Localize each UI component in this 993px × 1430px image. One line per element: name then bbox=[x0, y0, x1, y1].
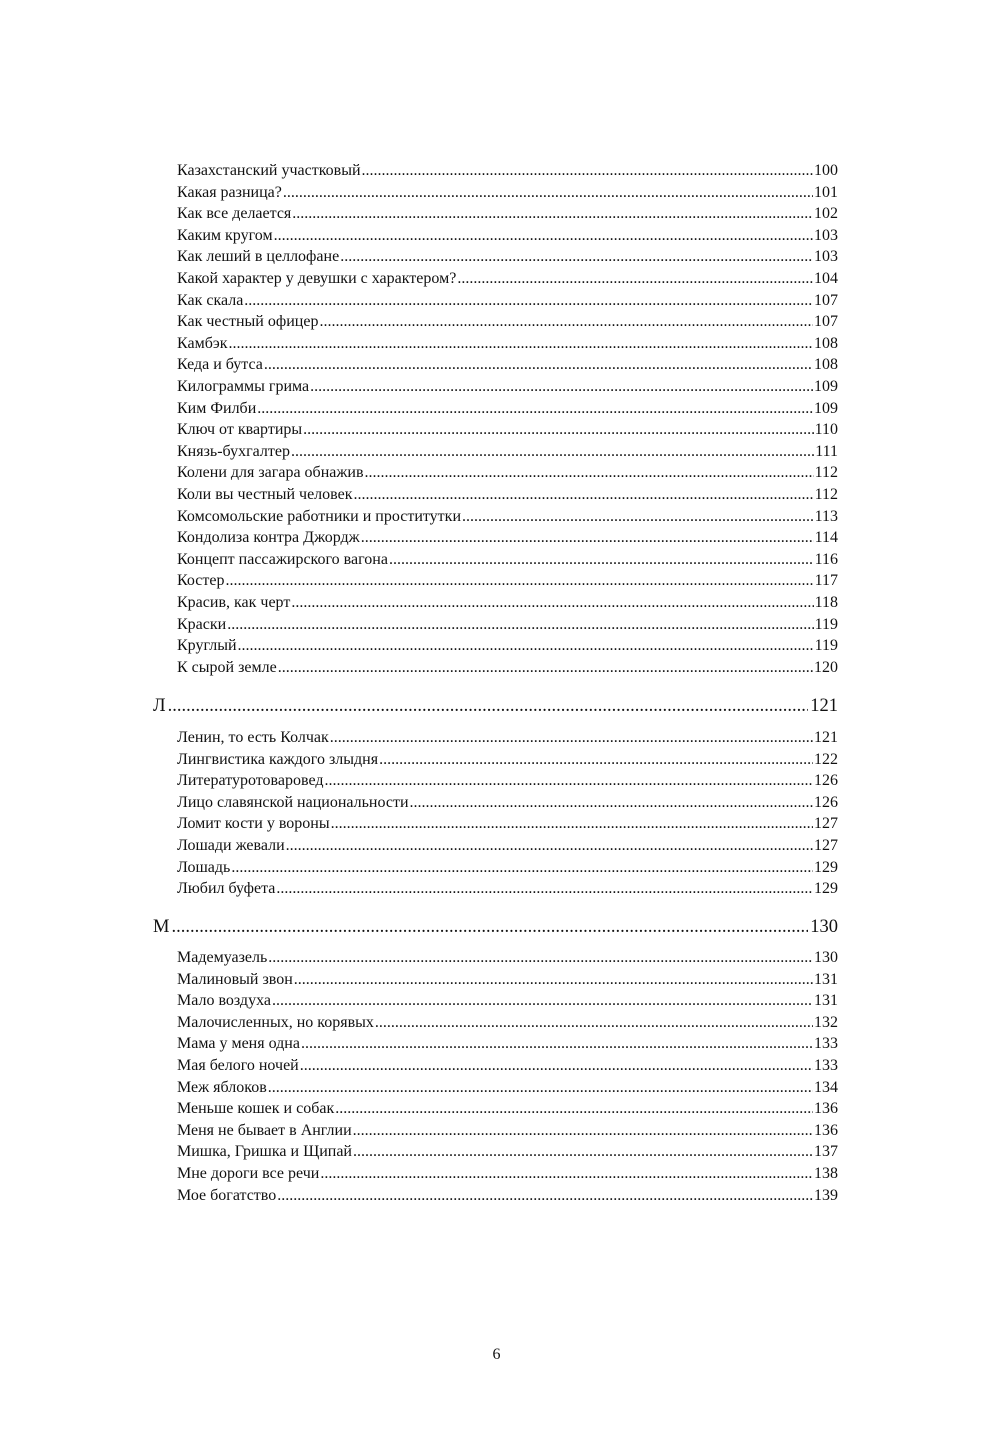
toc-entry-title: Малочисленных, но корявых bbox=[177, 1013, 374, 1031]
toc-entry[interactable] bbox=[177, 354, 838, 376]
dot-leader bbox=[268, 1077, 813, 1099]
dot-leader bbox=[353, 1141, 813, 1163]
toc-entry-title: Князь-бухгалтер bbox=[177, 442, 290, 460]
toc-entry[interactable] bbox=[177, 311, 838, 333]
dot-leader bbox=[457, 268, 813, 290]
toc-entry[interactable] bbox=[177, 878, 838, 900]
toc-entry-title: Какая разница? bbox=[177, 183, 282, 201]
toc-entry-page: 126 bbox=[814, 772, 838, 790]
dot-leader bbox=[335, 1098, 813, 1120]
toc-entry-page: 136 bbox=[814, 1100, 838, 1118]
toc-entry-page: 133 bbox=[814, 1035, 838, 1053]
toc-entry-title: Мне дороги все речи bbox=[177, 1165, 320, 1182]
dot-leader bbox=[291, 441, 814, 463]
toc-entry[interactable] bbox=[177, 1163, 838, 1185]
toc-entry-title: Костер bbox=[177, 572, 225, 590]
toc-entry-title: Литературотоваровед bbox=[177, 772, 324, 790]
toc-entry[interactable] bbox=[177, 160, 838, 182]
toc-entry-page: 137 bbox=[814, 1143, 838, 1161]
toc-entry[interactable] bbox=[177, 462, 838, 484]
dot-leader bbox=[257, 398, 813, 420]
toc-entry-title: Любил буфета bbox=[177, 880, 276, 898]
toc-entry-page: 102 bbox=[814, 205, 838, 223]
toc-entry-title: Комсомольские работники и проститутки bbox=[177, 507, 461, 525]
dot-leader bbox=[272, 990, 813, 1012]
dot-leader bbox=[300, 1055, 813, 1077]
toc-section-heading-m[interactable] bbox=[153, 914, 838, 940]
dot-leader bbox=[225, 570, 813, 592]
toc-entry[interactable] bbox=[177, 182, 838, 204]
dot-leader bbox=[294, 969, 813, 991]
toc-entry[interactable] bbox=[177, 1185, 838, 1207]
toc-entry-page: 103 bbox=[814, 248, 838, 266]
toc-entry-page: 118 bbox=[814, 594, 838, 611]
toc-entry-title: Лицо славянской национальности bbox=[177, 793, 409, 811]
toc-entry-title: Мало воздуха bbox=[177, 992, 271, 1010]
toc-entry[interactable] bbox=[177, 268, 838, 290]
dot-leader bbox=[330, 727, 813, 749]
section-page: 130 bbox=[810, 917, 838, 937]
toc-entry[interactable] bbox=[177, 749, 838, 771]
toc-entry-title: Мая белого ночей bbox=[177, 1057, 299, 1074]
toc-entry-page: 108 bbox=[814, 356, 838, 374]
toc-entry[interactable] bbox=[177, 813, 838, 835]
dot-leader bbox=[274, 225, 813, 247]
toc-section-heading-l[interactable] bbox=[153, 693, 838, 719]
toc-entry[interactable] bbox=[177, 484, 838, 506]
toc-entry[interactable] bbox=[177, 290, 838, 312]
toc-entry[interactable] bbox=[177, 727, 838, 749]
toc-entry[interactable] bbox=[177, 969, 838, 991]
toc-entry-page: 119 bbox=[814, 637, 838, 655]
toc-entry[interactable] bbox=[177, 657, 838, 679]
toc-entry-title: Как леший в целлофане bbox=[177, 248, 340, 266]
toc-entry[interactable] bbox=[177, 1141, 838, 1163]
toc-entry-page: 113 bbox=[814, 507, 838, 525]
toc-entry[interactable] bbox=[177, 398, 838, 420]
toc-entry-title: Колени для загара обнажив bbox=[177, 464, 364, 482]
toc-entry-page: 127 bbox=[814, 837, 838, 854]
dot-leader bbox=[353, 1120, 813, 1142]
dot-leader bbox=[227, 614, 813, 636]
toc-entry-title: Килограммы грима bbox=[177, 378, 310, 395]
dot-leader bbox=[362, 160, 813, 182]
toc-entry-page: 131 bbox=[814, 970, 838, 988]
toc-entry-page: 103 bbox=[814, 226, 838, 244]
dot-leader bbox=[283, 182, 813, 204]
dot-leader bbox=[171, 914, 808, 940]
toc-entry-title: Мишка, Гришка и Щипай bbox=[177, 1143, 352, 1161]
toc-entry-page: 139 bbox=[814, 1186, 838, 1204]
toc-entry-page: 108 bbox=[814, 334, 838, 352]
dot-leader bbox=[292, 203, 813, 225]
toc-entry-page: 107 bbox=[814, 313, 838, 331]
dot-leader bbox=[375, 1012, 813, 1034]
toc-entry-title: Каким кругом bbox=[177, 226, 273, 244]
toc-entry-title: Меньше кошек и собак bbox=[177, 1100, 335, 1118]
toc-entry[interactable] bbox=[177, 792, 838, 814]
section-letter: М bbox=[153, 917, 170, 937]
toc-entry-page: 119 bbox=[814, 615, 838, 633]
toc-entry[interactable] bbox=[177, 333, 838, 355]
toc-entry-page: 114 bbox=[814, 529, 838, 547]
toc-entry[interactable] bbox=[177, 857, 838, 879]
toc-entry[interactable] bbox=[177, 376, 838, 398]
toc-entry-title: Красив, как черт bbox=[177, 594, 291, 611]
toc-entry-page: 107 bbox=[814, 291, 838, 309]
toc-entry-title: Ленин, то есть Колчак bbox=[177, 729, 329, 746]
toc-entry-page: 100 bbox=[814, 162, 838, 179]
dot-leader bbox=[231, 857, 813, 879]
toc-entry-title: Лошадь bbox=[177, 858, 231, 876]
toc-entry-page: 104 bbox=[814, 270, 838, 287]
dot-leader bbox=[320, 1163, 813, 1185]
toc-entry-title: Меня не бывает в Англии bbox=[177, 1121, 352, 1139]
dot-leader bbox=[277, 1185, 813, 1207]
dot-leader bbox=[410, 792, 813, 814]
toc-entry-page: 120 bbox=[814, 658, 838, 676]
dot-leader bbox=[228, 333, 813, 355]
toc-entry-title: Меж яблоков bbox=[177, 1078, 267, 1096]
toc-entry-title: Краски bbox=[177, 615, 227, 633]
toc-entry[interactable] bbox=[177, 419, 838, 441]
toc-entry[interactable] bbox=[177, 1033, 838, 1055]
toc-entry-title: К сырой земле bbox=[177, 658, 277, 676]
toc-entry-title: Мое богатство bbox=[177, 1186, 277, 1204]
toc-entry-page: 130 bbox=[814, 949, 838, 966]
toc-entry[interactable] bbox=[177, 527, 838, 549]
toc-entry-title: Малиновый звон bbox=[177, 970, 293, 988]
toc-entry-page: 112 bbox=[814, 486, 838, 503]
toc-entry-page: 129 bbox=[814, 858, 838, 876]
toc-entry-page: 127 bbox=[814, 815, 838, 833]
dot-leader bbox=[319, 311, 813, 333]
toc-entry[interactable] bbox=[177, 592, 838, 614]
section-page: 121 bbox=[810, 696, 838, 716]
toc-entry[interactable] bbox=[177, 506, 838, 528]
toc-entry-title: Концепт пассажирского вагона bbox=[177, 550, 388, 568]
toc-entry[interactable] bbox=[177, 441, 838, 463]
toc-entry-title: Лошади жевали bbox=[177, 837, 285, 854]
toc-entry-page: 138 bbox=[814, 1165, 838, 1182]
dot-leader bbox=[264, 354, 813, 376]
toc-entry-title: Как честный офицер bbox=[177, 313, 319, 331]
toc-entry-page: 110 bbox=[814, 421, 838, 439]
dot-leader bbox=[462, 506, 814, 528]
toc-entry[interactable] bbox=[177, 947, 838, 969]
toc-entry[interactable] bbox=[177, 635, 838, 657]
toc-entry-page: 134 bbox=[814, 1078, 838, 1096]
toc-entry-page: 101 bbox=[814, 183, 838, 201]
dot-leader bbox=[291, 592, 813, 614]
dot-leader bbox=[361, 527, 814, 549]
toc-entry-page: 131 bbox=[814, 992, 838, 1010]
toc-entry[interactable] bbox=[177, 203, 838, 225]
page-number: 6 bbox=[492, 1346, 501, 1363]
dot-leader bbox=[286, 835, 813, 857]
toc-entry-page: 117 bbox=[814, 572, 838, 590]
dot-leader bbox=[303, 419, 813, 441]
toc-entry-title: Как все делается bbox=[177, 205, 292, 223]
toc-entry-page: 129 bbox=[814, 880, 838, 898]
toc-entry[interactable] bbox=[177, 570, 838, 592]
toc-entry-page: 121 bbox=[814, 729, 838, 746]
dot-leader bbox=[268, 947, 813, 969]
dot-leader bbox=[276, 878, 813, 900]
toc-entry-page: 109 bbox=[814, 399, 838, 417]
toc-entry-title: Ключ от квартиры bbox=[177, 421, 303, 439]
dot-leader bbox=[324, 770, 813, 792]
toc-entry-title: Ким Филби bbox=[177, 399, 257, 417]
dot-leader bbox=[238, 635, 814, 657]
toc-entry-title: Лингвистика каждого злыдня bbox=[177, 750, 379, 768]
toc-entry[interactable] bbox=[177, 1098, 838, 1120]
toc-entry-title: Камбэк bbox=[177, 334, 228, 352]
dot-leader bbox=[340, 246, 813, 268]
dot-leader bbox=[331, 813, 813, 835]
toc-entry-page: 116 bbox=[814, 550, 838, 568]
toc-entry-page: 122 bbox=[814, 750, 838, 768]
toc-entry-title: Круглый bbox=[177, 637, 237, 655]
toc-entry-page: 112 bbox=[814, 464, 838, 482]
toc-entry[interactable] bbox=[177, 225, 838, 247]
toc-entry[interactable] bbox=[177, 1120, 838, 1142]
dot-leader bbox=[389, 549, 814, 571]
toc-entry-title: Как скала bbox=[177, 291, 244, 309]
toc-entry-title: Казахстанский участковый bbox=[177, 162, 361, 179]
section-letter: Л bbox=[153, 696, 166, 716]
dot-leader bbox=[244, 290, 813, 312]
toc-entry[interactable] bbox=[177, 835, 838, 857]
toc-entry[interactable] bbox=[177, 614, 838, 636]
dot-leader bbox=[379, 749, 813, 771]
dot-leader bbox=[168, 693, 809, 719]
toc-entry[interactable] bbox=[177, 246, 838, 268]
toc-entry-title: Коли вы честный человек bbox=[177, 486, 353, 503]
toc-entry-title: Мадемуазель bbox=[177, 949, 268, 966]
toc-entry-title: Ломит кости у вороны bbox=[177, 815, 330, 833]
dot-leader bbox=[301, 1033, 813, 1055]
toc-entry-title: Кеда и бутса bbox=[177, 356, 263, 374]
dot-leader bbox=[278, 657, 813, 679]
toc-entry[interactable] bbox=[177, 770, 838, 792]
toc-entry-title: Какой характер у девушки с характером? bbox=[177, 270, 457, 287]
toc-entry-title: Мама у меня одна bbox=[177, 1035, 300, 1053]
dot-leader bbox=[310, 376, 813, 398]
toc-entry-page: 111 bbox=[815, 442, 838, 460]
toc-entry-page: 136 bbox=[814, 1121, 838, 1139]
dot-leader bbox=[354, 484, 814, 506]
toc-entry[interactable] bbox=[177, 1077, 838, 1099]
dot-leader bbox=[365, 462, 814, 484]
toc-entry[interactable] bbox=[177, 549, 838, 571]
toc-entry[interactable] bbox=[177, 1012, 838, 1034]
toc-entry-title: Кондолиза контра Джордж bbox=[177, 529, 360, 547]
toc-entry-page: 133 bbox=[814, 1057, 838, 1074]
toc-entry[interactable] bbox=[177, 1055, 838, 1077]
toc-entry-page: 109 bbox=[814, 378, 838, 395]
toc-entry-page: 132 bbox=[814, 1013, 838, 1031]
toc-entry-page: 126 bbox=[814, 793, 838, 811]
toc-entry[interactable] bbox=[177, 990, 838, 1012]
